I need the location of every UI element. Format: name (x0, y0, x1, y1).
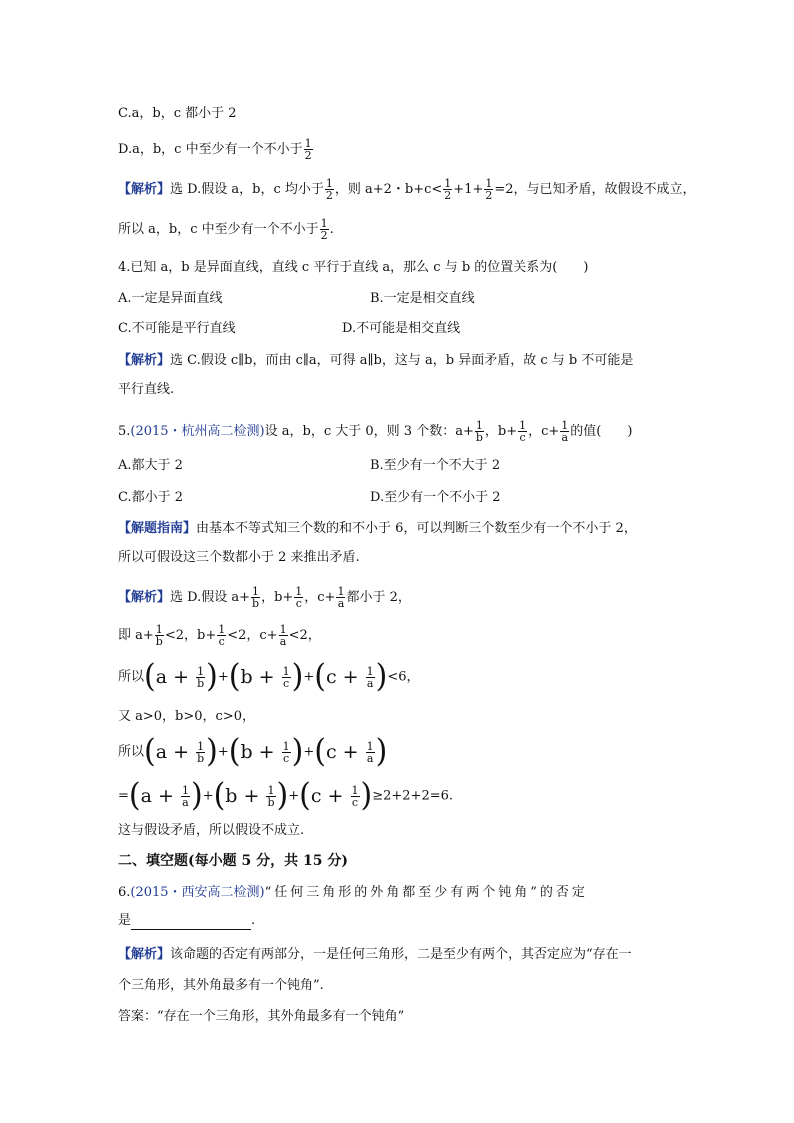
analysis-2-line-2: 平行直线. (118, 382, 175, 397)
analysis-text: . (329, 222, 334, 237)
option-c: C.a，b，c 都小于 2 (118, 106, 237, 121)
fraction-1-over-c: $\frac{1}{c}$ (519, 419, 527, 444)
analysis-text: 该命题的否定有两部分，一是任何三角形，二是至少有两个，其否定应为“存在一 (170, 947, 632, 962)
hint-text: 由基本不等式知三个数的和不小于 6，可以判断三个数至少有一个不小于 2， (196, 521, 637, 536)
question-5 (118, 420, 632, 443)
question-text: 设 a，b，c 大于 0，则 3 个数：a+ (264, 424, 474, 439)
fraction-half: $\frac{1}{2}$ (325, 177, 333, 202)
analysis-tag: 【解析】 (118, 182, 171, 197)
question-text: “任何三角形的外角都至少有两个钝角”的否定 (264, 885, 588, 900)
answer-line: 答案：“存在一个三角形，其外角最多有一个钝角” (118, 1009, 405, 1024)
step-text: ≥2+2+2=6. (372, 788, 454, 804)
question-4-option-d: D.不可能是相交直线 (342, 321, 461, 336)
analysis-text: 选 D.假设 a，b，c 均小于 (170, 182, 324, 197)
analysis-4-line-1 (118, 946, 632, 964)
fraction-1-over-a: $\frac{1}{a}$ (337, 585, 345, 610)
fraction-1-over-a: $\frac{1}{a}$ (279, 623, 287, 648)
fraction-1-over-c: $\frac{1}{c}$ (282, 739, 290, 765)
section-heading: 二、填空题(每小题 5 分，共 15 分) (118, 853, 348, 869)
analysis-text: 都小于 2， (346, 590, 411, 605)
analysis-4-line-2: 个三角形，其外角最多有一个钝角”. (118, 978, 324, 993)
analysis-tag: 【解析】 (118, 947, 171, 962)
question-number: 5. (118, 424, 131, 439)
analysis-text: 选 C.假设 c∥b，而由 c∥a，可得 a∥b，这与 a，b 异面矛盾，故 c 与 b 不可能是 (170, 353, 634, 368)
question-6-line-1 (118, 884, 588, 902)
question-text: . (251, 913, 256, 928)
answer-blank (131, 915, 251, 930)
question-source: (2015・杭州高二检测) (130, 424, 265, 439)
question-4-option-a: A.一定是异面直线 (118, 291, 223, 306)
question-6-line-2 (118, 912, 255, 930)
fraction-1-over-c: $\frac{1}{c}$ (295, 585, 303, 610)
hint-tag: 【解题指南】 (118, 521, 197, 536)
step-1 (118, 624, 321, 647)
question-4: 4.已知 a，b 是异面直线，直线 c 平行于直线 a，那么 c 与 b 的位置关系为( ) (118, 260, 589, 275)
fraction-half: $\frac{1}{2}$ (444, 177, 452, 202)
question-text: ，b+ (484, 424, 518, 439)
option-d (118, 138, 314, 161)
fraction-half: $\frac{1}{2}$ (304, 137, 312, 162)
question-text: ，c+ (528, 424, 560, 439)
step-text: 即 a+ (118, 628, 154, 643)
fraction-1-over-a: $\frac{1}{a}$ (181, 783, 189, 809)
step-text: <2， (288, 628, 321, 643)
step-5: =(a + $\frac{1}{a}$ )+(b + $\frac{1}{b}$ )+(c + $\frac{1}{c}$ )≥2+2+2=6. (118, 777, 454, 814)
step-text: = (118, 788, 129, 804)
question-4-option-c: C.不可能是平行直线 (118, 321, 236, 336)
step-text: <2，c+ (227, 628, 278, 643)
analysis-text: ，则 a+2・b+c< (334, 182, 443, 197)
question-number: 6. (118, 885, 131, 900)
step-text: 所以 (118, 744, 145, 760)
fraction-1-over-b: $\frac{1}{b}$ (155, 623, 163, 648)
fraction-1-over-a: $\frac{1}{a}$ (561, 419, 569, 444)
fraction-1-over-c: $\frac{1}{c}$ (351, 783, 359, 809)
analysis-text: 选 D.假设 a+ (170, 590, 251, 605)
fraction-1-over-b: $\frac{1}{b}$ (197, 739, 205, 765)
fraction-1-over-c: $\frac{1}{c}$ (282, 664, 290, 690)
analysis-text: =2，与已知矛盾，故假设不成立， (494, 182, 696, 197)
fraction-1-over-a: $\frac{1}{a}$ (366, 664, 374, 690)
fraction-1-over-b: $\frac{1}{b}$ (197, 664, 205, 690)
question-text: 的值( ) (570, 424, 633, 439)
analysis-tag: 【解析】 (118, 590, 171, 605)
option-d-text: D.a，b，c 中至少有一个不小于 (118, 142, 303, 157)
step-text: <6， (387, 669, 420, 685)
analysis-tag: 【解析】 (118, 353, 171, 368)
analysis-text: 所以 a，b，c 中至少有一个不小于 (118, 222, 319, 237)
step-text: 所以 (118, 669, 145, 685)
question-5-option-c: C.都小于 2 (118, 490, 184, 505)
hint-line-2: 所以可假设这三个数都小于 2 来推出矛盾. (118, 550, 360, 565)
analysis-text: ，c+ (304, 590, 336, 605)
question-5-option-b: B.至少有一个不大于 2 (370, 458, 501, 473)
step-6: 这与假设矛盾，所以假设不成立. (118, 823, 305, 838)
question-5-option-a: A.都大于 2 (118, 458, 183, 473)
fraction-1-over-a: $\frac{1}{a}$ (366, 739, 374, 765)
analysis-text: ，b+ (261, 590, 294, 605)
question-4-option-b: B.一定是相交直线 (370, 291, 475, 306)
analysis-3-line-1 (118, 586, 411, 609)
analysis-1-line-1 (118, 178, 696, 201)
fraction-1-over-c: $\frac{1}{c}$ (218, 623, 226, 648)
question-source: (2015・西安高二检测) (130, 885, 265, 900)
analysis-text: +1+ (453, 182, 484, 197)
question-5-option-d: D.至少有一个不小于 2 (370, 490, 501, 505)
step-text: <2，b+ (164, 628, 217, 643)
question-text: 是 (118, 913, 132, 928)
fraction-half: $\frac{1}{2}$ (320, 217, 328, 242)
fraction-1-over-b: $\frac{1}{b}$ (475, 419, 483, 444)
hint-line-1 (118, 520, 637, 538)
step-4: 所以(a + $\frac{1}{b}$ )+(b + $\frac{1}{c}$ )+(c + $\frac{1}{a}$ ) (118, 733, 388, 770)
step-3: 又 a>0，b>0，c>0， (118, 709, 255, 724)
fraction-1-over-b: $\frac{1}{b}$ (267, 783, 275, 809)
fraction-half: $\frac{1}{2}$ (485, 177, 493, 202)
fraction-1-over-b: $\frac{1}{b}$ (252, 585, 260, 610)
analysis-2-line-1 (118, 352, 633, 370)
step-2: 所以(a + $\frac{1}{b}$ )+(b + $\frac{1}{c}$ )+(c + $\frac{1}{a}$ )<6， (118, 658, 420, 695)
analysis-1-line-2 (118, 218, 334, 241)
